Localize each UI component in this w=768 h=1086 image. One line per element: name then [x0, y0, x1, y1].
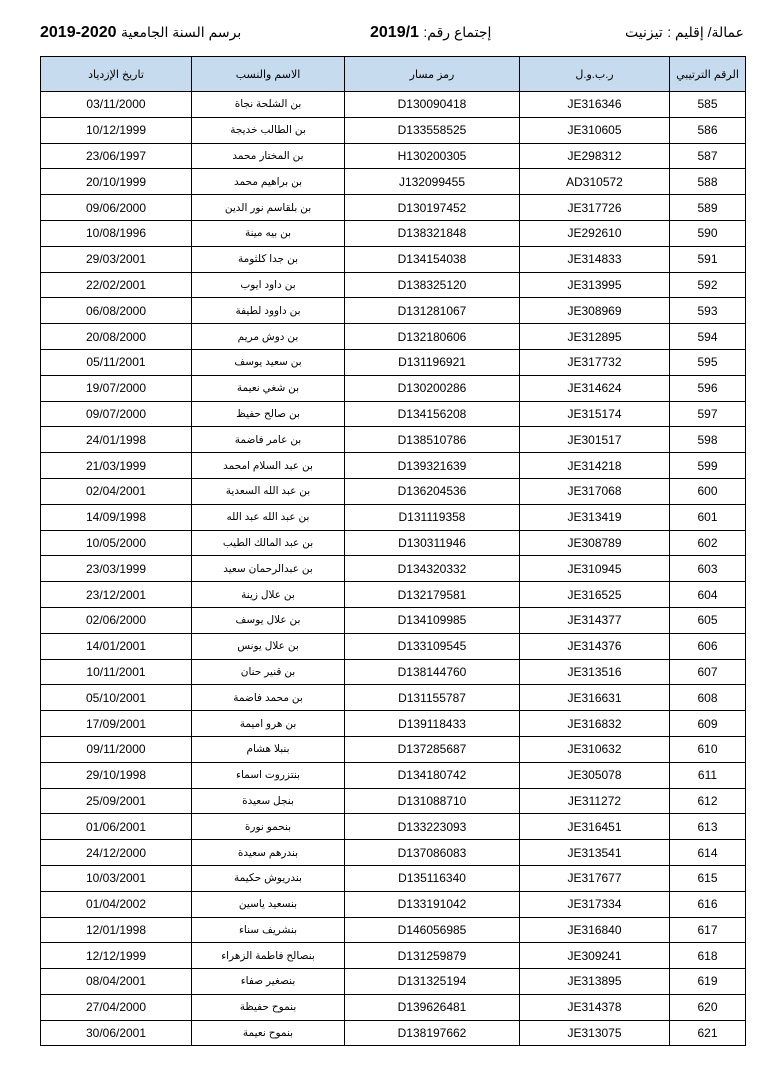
full-name-cell: بن شغي نعيمة [192, 375, 345, 401]
table-row [41, 607, 746, 633]
cne-cell: JE311272 [520, 788, 670, 814]
serial-number-cell: 599 [670, 453, 746, 479]
birth-date-cell: 23/06/1997 [41, 143, 192, 169]
students-table [40, 56, 746, 1046]
serial-number-cell: 591 [670, 246, 746, 272]
column-header-birth-date: تاريخ الإزدياد [41, 57, 192, 92]
full-name-cell: بن عبد الله عبد الله [192, 504, 345, 530]
massar-code-cell: D130200286 [345, 375, 520, 401]
table-row [41, 298, 746, 324]
full-name-cell: بن صالح حفيظ [192, 401, 345, 427]
birth-date-cell: 25/09/2001 [41, 788, 192, 814]
cne-cell: JE314624 [520, 375, 670, 401]
full-name-cell: بندرهم سعيدة [192, 840, 345, 866]
table-row [41, 969, 746, 995]
full-name-cell: بنموح نعيمة [192, 1020, 345, 1046]
cne-cell: JE313995 [520, 272, 670, 298]
serial-number-cell: 611 [670, 762, 746, 788]
massar-code-cell: D131281067 [345, 298, 520, 324]
cne-cell: JE314833 [520, 246, 670, 272]
full-name-cell: بن داود ايوب [192, 272, 345, 298]
serial-number-cell: 592 [670, 272, 746, 298]
cne-cell: JE316832 [520, 711, 670, 737]
table-row [41, 865, 746, 891]
birth-date-cell: 02/06/2000 [41, 607, 192, 633]
table-row [41, 711, 746, 737]
academic-year-value: 2020-2019 [40, 24, 117, 41]
column-header-full-name: الاسم والنسب [192, 57, 345, 92]
massar-code-cell: D139321639 [345, 453, 520, 479]
massar-code-cell: D130197452 [345, 195, 520, 221]
table-row [41, 401, 746, 427]
full-name-cell: بن علال يونس [192, 633, 345, 659]
table-row [41, 427, 746, 453]
massar-code-cell: D132179581 [345, 582, 520, 608]
table-row [41, 943, 746, 969]
massar-code-cell: D146056985 [345, 917, 520, 943]
serial-number-cell: 596 [670, 375, 746, 401]
birth-date-cell: 10/08/1996 [41, 220, 192, 246]
birth-date-cell: 05/11/2001 [41, 349, 192, 375]
birth-date-cell: 19/07/2000 [41, 375, 192, 401]
document-header [40, 22, 744, 46]
table-row [41, 246, 746, 272]
serial-number-cell: 597 [670, 401, 746, 427]
table-row [41, 788, 746, 814]
table-row [41, 994, 746, 1020]
serial-number-cell: 603 [670, 556, 746, 582]
massar-code-cell: D138197662 [345, 1020, 520, 1046]
cne-cell: JE308789 [520, 530, 670, 556]
full-name-cell: بن علال زينة [192, 582, 345, 608]
table-row [41, 762, 746, 788]
cne-cell: JE316840 [520, 917, 670, 943]
birth-date-cell: 08/04/2001 [41, 969, 192, 995]
serial-number-cell: 585 [670, 92, 746, 118]
table-row [41, 685, 746, 711]
full-name-cell: بن عبد المالك الطيب [192, 530, 345, 556]
full-name-cell: بنتزروت اسماء [192, 762, 345, 788]
column-header-massar-code: رمز مسار [345, 57, 520, 92]
serial-number-cell: 600 [670, 478, 746, 504]
birth-date-cell: 09/11/2000 [41, 736, 192, 762]
birth-date-cell: 10/12/1999 [41, 117, 192, 143]
birth-date-cell: 22/02/2001 [41, 272, 192, 298]
full-name-cell: بن دوش مريم [192, 324, 345, 350]
birth-date-cell: 23/03/1999 [41, 556, 192, 582]
table-row [41, 891, 746, 917]
column-header-cne: ر.ب.و.ل [520, 57, 670, 92]
cne-cell: JE309241 [520, 943, 670, 969]
massar-code-cell: D135116340 [345, 865, 520, 891]
full-name-cell: بن براهيم محمد [192, 169, 345, 195]
serial-number-cell: 587 [670, 143, 746, 169]
table-row [41, 917, 746, 943]
cne-cell: JE308969 [520, 298, 670, 324]
cne-cell: JE310945 [520, 556, 670, 582]
table-row [41, 582, 746, 608]
massar-code-cell: D131196921 [345, 349, 520, 375]
cne-cell: JE312895 [520, 324, 670, 350]
full-name-cell: بن عامر فاضمة [192, 427, 345, 453]
serial-number-cell: 608 [670, 685, 746, 711]
cne-cell: JE314376 [520, 633, 670, 659]
table-row [41, 556, 746, 582]
table-row [41, 92, 746, 118]
cne-cell: JE315174 [520, 401, 670, 427]
massar-code-cell: D137086083 [345, 840, 520, 866]
cne-cell: AD310572 [520, 169, 670, 195]
full-name-cell: بن الطالب خديجة [192, 117, 345, 143]
meeting-number [370, 24, 491, 42]
birth-date-cell: 10/05/2000 [41, 530, 192, 556]
serial-number-cell: 621 [670, 1020, 746, 1046]
birth-date-cell: 12/12/1999 [41, 943, 192, 969]
massar-code-cell: D131119358 [345, 504, 520, 530]
massar-code-cell: D139626481 [345, 994, 520, 1020]
massar-code-cell: D130311946 [345, 530, 520, 556]
full-name-cell: بنصغير صفاء [192, 969, 345, 995]
serial-number-cell: 618 [670, 943, 746, 969]
birth-date-cell: 09/06/2000 [41, 195, 192, 221]
meeting-number-label: إجتماع رقم: [423, 24, 492, 40]
full-name-cell: بندريوش حكيمة [192, 865, 345, 891]
serial-number-cell: 613 [670, 814, 746, 840]
cne-cell: JE317334 [520, 891, 670, 917]
massar-code-cell: D133558525 [345, 117, 520, 143]
cne-cell: JE317677 [520, 865, 670, 891]
birth-date-cell: 20/10/1999 [41, 169, 192, 195]
cne-cell: JE316525 [520, 582, 670, 608]
massar-code-cell: H130200305 [345, 143, 520, 169]
birth-date-cell: 10/03/2001 [41, 865, 192, 891]
full-name-cell: بن عبد السلام امحمد [192, 453, 345, 479]
table-row [41, 195, 746, 221]
massar-code-cell: D131088710 [345, 788, 520, 814]
birth-date-cell: 03/11/2000 [41, 92, 192, 118]
table-body [41, 92, 746, 1046]
full-name-cell: بنجل سعيدة [192, 788, 345, 814]
massar-code-cell: D137285687 [345, 736, 520, 762]
table-row [41, 220, 746, 246]
full-name-cell: بن عبدالرحمان سعيد [192, 556, 345, 582]
table-row [41, 143, 746, 169]
serial-number-cell: 616 [670, 891, 746, 917]
cne-cell: JE314218 [520, 453, 670, 479]
full-name-cell: بنصالح فاطمة الزهراء [192, 943, 345, 969]
table-row [41, 633, 746, 659]
table-row [41, 814, 746, 840]
full-name-cell: بنشريف سناء [192, 917, 345, 943]
massar-code-cell: D138510786 [345, 427, 520, 453]
serial-number-cell: 609 [670, 711, 746, 737]
serial-number-cell: 620 [670, 994, 746, 1020]
birth-date-cell: 05/10/2001 [41, 685, 192, 711]
serial-number-cell: 607 [670, 659, 746, 685]
full-name-cell: بن داوود لطيفة [192, 298, 345, 324]
birth-date-cell: 30/06/2001 [41, 1020, 192, 1046]
full-name-cell: بن المختار محمد [192, 143, 345, 169]
massar-code-cell: D134180742 [345, 762, 520, 788]
cne-cell: JE310605 [520, 117, 670, 143]
region [625, 24, 744, 42]
full-name-cell: بن سعيد يوسف [192, 349, 345, 375]
birth-date-cell: 21/03/1999 [41, 453, 192, 479]
massar-code-cell: D138325120 [345, 272, 520, 298]
massar-code-cell: D136204536 [345, 478, 520, 504]
cne-cell: JE301517 [520, 427, 670, 453]
table-row [41, 736, 746, 762]
serial-number-cell: 604 [670, 582, 746, 608]
cne-cell: JE313516 [520, 659, 670, 685]
serial-number-cell: 610 [670, 736, 746, 762]
birth-date-cell: 24/12/2000 [41, 840, 192, 866]
table-row [41, 840, 746, 866]
serial-number-cell: 617 [670, 917, 746, 943]
cne-cell: JE317726 [520, 195, 670, 221]
region-value: تيزنيت [625, 24, 663, 40]
massar-code-cell: D131259879 [345, 943, 520, 969]
massar-code-cell: D134156208 [345, 401, 520, 427]
massar-code-cell: D133191042 [345, 891, 520, 917]
massar-code-cell: D138144760 [345, 659, 520, 685]
cne-cell: JE310632 [520, 736, 670, 762]
birth-date-cell: 29/10/1998 [41, 762, 192, 788]
cne-cell: JE316631 [520, 685, 670, 711]
full-name-cell: بن قنير حنان [192, 659, 345, 685]
serial-number-cell: 602 [670, 530, 746, 556]
serial-number-cell: 588 [670, 169, 746, 195]
massar-code-cell: D131325194 [345, 969, 520, 995]
serial-number-cell: 598 [670, 427, 746, 453]
birth-date-cell: 14/09/1998 [41, 504, 192, 530]
full-name-cell: بن محمد فاضمة [192, 685, 345, 711]
birth-date-cell: 02/04/2001 [41, 478, 192, 504]
table-row [41, 349, 746, 375]
serial-number-cell: 594 [670, 324, 746, 350]
birth-date-cell: 01/04/2002 [41, 891, 192, 917]
cne-cell: JE316346 [520, 92, 670, 118]
table-row [41, 1020, 746, 1046]
cne-cell: JE313419 [520, 504, 670, 530]
full-name-cell: بنبلا هشام [192, 736, 345, 762]
table-row [41, 659, 746, 685]
serial-number-cell: 606 [670, 633, 746, 659]
birth-date-cell: 14/01/2001 [41, 633, 192, 659]
academic-year-label: برسم السنة الجامعية [120, 24, 242, 40]
table-row [41, 272, 746, 298]
table-row [41, 324, 746, 350]
birth-date-cell: 27/04/2000 [41, 994, 192, 1020]
cne-cell: JE316451 [520, 814, 670, 840]
academic-year [40, 24, 241, 42]
massar-code-cell: D138321848 [345, 220, 520, 246]
birth-date-cell: 09/07/2000 [41, 401, 192, 427]
full-name-cell: بن الشلحة نجاة [192, 92, 345, 118]
cne-cell: JE313895 [520, 969, 670, 995]
full-name-cell: بنموح حفيظة [192, 994, 345, 1020]
cne-cell: JE317068 [520, 478, 670, 504]
full-name-cell: بن بلقاسم نور الدين [192, 195, 345, 221]
birth-date-cell: 20/08/2000 [41, 324, 192, 350]
serial-number-cell: 589 [670, 195, 746, 221]
full-name-cell: بنحمو نورة [192, 814, 345, 840]
serial-number-cell: 593 [670, 298, 746, 324]
table-row [41, 453, 746, 479]
birth-date-cell: 17/09/2001 [41, 711, 192, 737]
full-name-cell: بن جدا كلثومة [192, 246, 345, 272]
birth-date-cell: 01/06/2001 [41, 814, 192, 840]
massar-code-cell: D133109545 [345, 633, 520, 659]
table-row [41, 375, 746, 401]
table-row [41, 169, 746, 195]
meeting-number-value: 2019/1 [370, 24, 419, 41]
massar-code-cell: D139118433 [345, 711, 520, 737]
serial-number-cell: 595 [670, 349, 746, 375]
full-name-cell: بن بيه مينة [192, 220, 345, 246]
cne-cell: JE313075 [520, 1020, 670, 1046]
massar-code-cell: D133223093 [345, 814, 520, 840]
full-name-cell: بنسعيد ياسين [192, 891, 345, 917]
cne-cell: JE292610 [520, 220, 670, 246]
table-row [41, 530, 746, 556]
table-row [41, 478, 746, 504]
region-label: عمالة/ إقليم : [667, 24, 744, 40]
serial-number-cell: 619 [670, 969, 746, 995]
full-name-cell: بن علال يوسف [192, 607, 345, 633]
serial-number-cell: 586 [670, 117, 746, 143]
serial-number-cell: 614 [670, 840, 746, 866]
table-header-row [41, 57, 746, 92]
birth-date-cell: 23/12/2001 [41, 582, 192, 608]
table-row [41, 504, 746, 530]
birth-date-cell: 06/08/2000 [41, 298, 192, 324]
massar-code-cell: D134320332 [345, 556, 520, 582]
serial-number-cell: 615 [670, 865, 746, 891]
cne-cell: JE298312 [520, 143, 670, 169]
serial-number-cell: 605 [670, 607, 746, 633]
birth-date-cell: 24/01/1998 [41, 427, 192, 453]
full-name-cell: بن هرو اميمة [192, 711, 345, 737]
birth-date-cell: 12/01/1998 [41, 917, 192, 943]
cne-cell: JE317732 [520, 349, 670, 375]
serial-number-cell: 601 [670, 504, 746, 530]
massar-code-cell: D131155787 [345, 685, 520, 711]
table-row [41, 117, 746, 143]
cne-cell: JE313541 [520, 840, 670, 866]
column-header-serial-number: الرقم الترتيبي [670, 57, 746, 92]
massar-code-cell: J132099455 [345, 169, 520, 195]
cne-cell: JE305078 [520, 762, 670, 788]
birth-date-cell: 29/03/2001 [41, 246, 192, 272]
cne-cell: JE314378 [520, 994, 670, 1020]
massar-code-cell: D134109985 [345, 607, 520, 633]
birth-date-cell: 10/11/2001 [41, 659, 192, 685]
massar-code-cell: D130090418 [345, 92, 520, 118]
massar-code-cell: D132180606 [345, 324, 520, 350]
serial-number-cell: 590 [670, 220, 746, 246]
serial-number-cell: 612 [670, 788, 746, 814]
full-name-cell: بن عبد الله السعدية [192, 478, 345, 504]
cne-cell: JE314377 [520, 607, 670, 633]
massar-code-cell: D134154038 [345, 246, 520, 272]
